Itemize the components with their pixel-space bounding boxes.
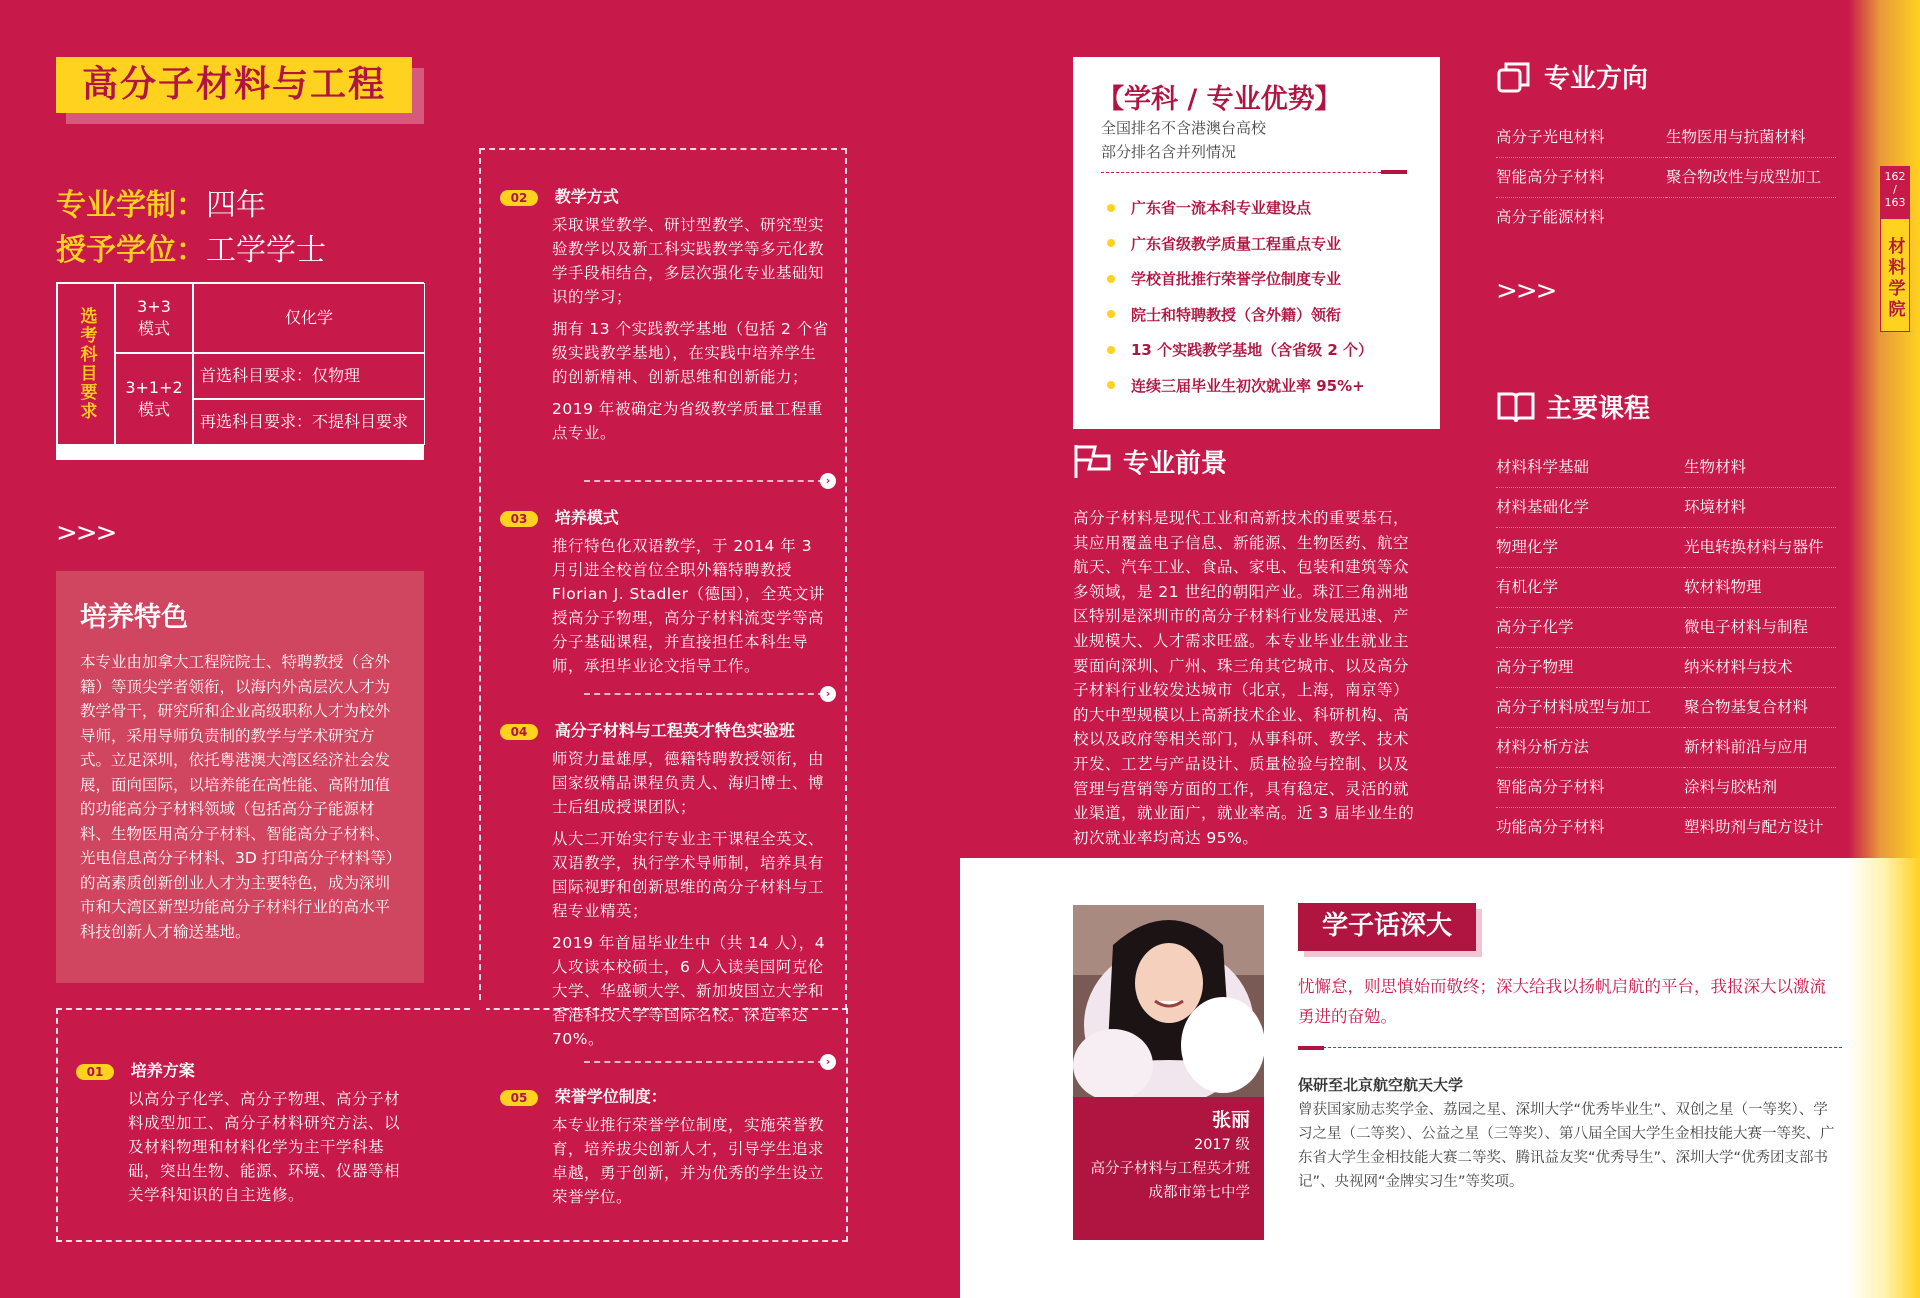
degree-label: 授予学位：: [56, 233, 206, 268]
advantages-title: 【学科 / 专业优势】: [1097, 84, 1342, 115]
copy-icon: [1496, 59, 1532, 95]
course-item: 高分子物理: [1496, 648, 1684, 688]
section-02-para-1: 采取课堂教学、研讨型教学、研究型实验教学以及新工科实践教学等多元化教学手段相结合，多层次强化专业基础知识的学习；: [552, 216, 825, 306]
student-card: [1073, 905, 1264, 1240]
student-awards: 曾获国家励志奖学金、荔园之星、深圳大学“优秀毕业生”、双创之星（一等奖）、学习之星（二等奖）、公益之星（三等奖）、第八届全国大学生金相技能大赛一等奖、广东省大学生金相技能大赛二等奖、腾讯益友奖“优秀导生”、深圳大学“优秀团支部书记”、央视网“金牌实习生”等奖项。: [1298, 1102, 1835, 1190]
page-side-tab: [1880, 166, 1910, 332]
advantage-item: 连续三届毕业生初次就业率 95%+: [1097, 368, 1416, 404]
circle-arrow-icon: ›: [820, 1054, 836, 1070]
section-01: [76, 1058, 406, 1215]
direction-item: 智能高分子材料: [1496, 158, 1666, 198]
section-05-badge: 05: [500, 1090, 538, 1106]
features-box: [56, 571, 424, 983]
divider-03: [584, 693, 824, 695]
circle-arrow-icon: ›: [820, 473, 836, 489]
student-destination: 保研至北京航空航天大学: [1298, 1076, 1464, 1094]
course-item: 微电子材料与制程: [1684, 608, 1836, 648]
page-number-bottom: 163: [1884, 196, 1906, 209]
direction-item: 高分子能源材料: [1496, 208, 1605, 226]
student-class: 高分子材料与工程英才班: [1090, 1161, 1250, 1177]
section-04-para-1: 师资力量雄厚，德籍特聘教授领衔，由国家级精品课程负责人、海归博士、博士后组成授课团队；: [552, 750, 825, 816]
mode-3-3-requirement: 仅化学: [193, 283, 425, 353]
college-label: 材料学院: [1884, 237, 1905, 321]
directions-heading: [1496, 58, 1648, 95]
arrows-decoration: >>>: [56, 518, 116, 548]
student-divider: [1298, 1047, 1842, 1049]
student-section-title: 学子话深大: [1298, 903, 1476, 951]
prospects-heading: [1073, 442, 1227, 480]
direction-item: 高分子光电材料: [1496, 118, 1666, 158]
advantage-item: 广东省级教学质量工程重点专业: [1097, 226, 1416, 262]
course-item: 材料基础化学: [1496, 488, 1684, 528]
student-quote: 忧懈怠，则思慎始而敬终；深大给我以扬帆启航的平台，我报深大以激流勇进的奋勉。: [1298, 977, 1826, 1026]
section-01-title: 培养方案: [130, 1061, 195, 1080]
course-item: 材料分析方法: [1496, 728, 1684, 768]
direction-item: 生物医用与抗菌材料: [1666, 118, 1836, 158]
features-title: 培养特色: [80, 602, 188, 633]
study-length-label: 专业学制：: [56, 188, 206, 223]
advantages-sub-1: 全国排名不含港澳台高校: [1101, 119, 1267, 137]
section-04-title: 高分子材料与工程英才特色实验班: [554, 721, 795, 740]
courses-title: 主要课程: [1546, 394, 1651, 424]
course-item: 高分子材料成型与加工: [1496, 688, 1684, 728]
section-03: [500, 505, 830, 686]
course-item: 光电转换材料与器件: [1684, 528, 1836, 568]
course-item: 高分子化学: [1496, 608, 1684, 648]
course-item: 环境材料: [1684, 488, 1836, 528]
course-item: 新材料前沿与应用: [1684, 728, 1836, 768]
study-length-value: 四年: [206, 188, 266, 223]
study-length: [56, 180, 266, 224]
edge-gradient-light: [1848, 858, 1920, 1298]
course-item: 软材料物理: [1684, 568, 1836, 608]
section-04: [500, 718, 830, 1059]
section-02-para-2: 拥有 13 个实践教学基地（包括 2 个省级实践教学基地），在实践中培养学生的创新精神、创新思维和创新能力；: [552, 320, 829, 386]
section-05-para-1: 本专业推行荣誉学位制度，实施荣誉教育，培养拔尖创新人才，引导学生追求卓越，勇于创新，并为优秀的学生设立荣誉学位。: [552, 1116, 825, 1206]
advantage-item: 院士和特聘教授（含外籍）领衔: [1097, 297, 1416, 333]
course-item: 材料科学基础: [1496, 448, 1684, 488]
section-02: [500, 184, 830, 453]
section-01-para-1: 以高分子化学、高分子物理、高分子材料成型加工、高分子材料研究方法、以及材料物理和材料化学为主干学科基础，突出生物、能源、环境、仪器等相关学科知识的自主选修。: [128, 1090, 401, 1204]
section-04-para-2: 从大二开始实行专业主干课程全英文、双语教学，执行学术导师制，培养具有国际视野和创新思维的高分子材料与工程专业精英；: [552, 830, 825, 920]
divider-04: [584, 1061, 824, 1063]
advantage-item: 学校首批推行荣誉学位制度专业: [1097, 261, 1416, 297]
flag-icon: [1073, 442, 1113, 480]
advantages-divider: [1101, 172, 1401, 174]
course-item: 纳米材料与技术: [1684, 648, 1836, 688]
direction-item: 聚合物改性与成型加工: [1666, 158, 1836, 198]
section-04-para-3: 2019 年首届毕业生中（共 14 人），4 人攻读本校硕士，6 人入读美国阿克伦大学、华盛顿大学、新加坡国立大学和香港科技大学等国际名校。深造率达 70%。: [552, 934, 826, 1048]
section-04-badge: 04: [500, 724, 538, 740]
course-item: 物理化学: [1496, 528, 1684, 568]
mode-3-1-2-first-req: 首选科目要求：仅物理: [193, 353, 425, 399]
courses-heading: [1496, 388, 1650, 425]
student-grade: 2017 级: [1193, 1137, 1250, 1153]
divider-02: [584, 480, 824, 482]
section-03-title: 培养模式: [554, 508, 619, 527]
advantages-sub-2: 部分排名含并列情况: [1101, 143, 1237, 161]
section-03-para-1: 推行特色化双语教学，于 2014 年 3 月引进全校首位全职外籍特聘教授 Florian J. Stadler（德国），全英文讲授高分子物理，高分子材料流变学等高分子基础课程，并直接担任本科生导师，承担毕业论文指导工作。: [552, 537, 825, 675]
page-title: 高分子材料与工程: [56, 57, 412, 113]
advantages-list: [1097, 190, 1416, 403]
directions-title: 专业方向: [1544, 64, 1649, 94]
course-item: 聚合物基复合材料: [1684, 688, 1836, 728]
section-02-para-3: 2019 年被确定为省级教学质量工程重点专业。: [552, 400, 823, 442]
arrows-decoration: >>>: [1496, 276, 1556, 306]
prospects-body: 高分子材料是现代工业和高新技术的重要基石，其应用覆盖电子信息、新能源、生物医药、航空航天、汽车工业、食品、家电、包装和建筑等众多领域，是 21 世纪的朝阳产业。珠江三角洲地区特别是深圳市的高分子材料行业发展迅速、产业规模大、人才需求旺盛。本专业毕业生就业主要面向深圳、广州、珠三角其它城市、以及高分子材料行业较发达城市（北京，上海，南京等）的大中型规模以上高新技术企业、科研机构、高校以及政府等相关部门，从事科研、教学、技术开发、工艺与产品设计、质量检验与控制、以及管理与营销等方面的工作，具有稳定、灵活的就业渠道，就业面广，就业率高。近 3 届毕业生的初次就业率均高达 95%。: [1073, 509, 1415, 847]
subject-requirements-table: [56, 282, 424, 460]
mode-3-1-2: 3+1+2 模式: [115, 353, 193, 445]
courses-list: [1496, 448, 1836, 848]
course-item: 生物材料: [1684, 448, 1836, 488]
prospects-title: 专业前景: [1123, 448, 1228, 479]
section-03-badge: 03: [500, 511, 538, 527]
mode-3-1-2-second-req: 再选科目要求：不提科目要求: [193, 399, 425, 445]
course-item: 涂料与胶粘剂: [1684, 768, 1836, 808]
section-05-title: 荣誉学位制度：: [554, 1087, 667, 1106]
student-school: 成都市第七中学: [1148, 1185, 1250, 1201]
circle-arrow-icon: ›: [820, 686, 836, 702]
section-01-badge: 01: [76, 1064, 114, 1080]
directions-list: [1496, 118, 1836, 238]
page-number-top: 162: [1884, 170, 1906, 183]
frame-corner-mask: [470, 1000, 486, 1016]
book-icon: [1496, 389, 1536, 425]
course-item: 塑料助剂与配方设计: [1684, 818, 1824, 836]
section-02-badge: 02: [500, 190, 538, 206]
degree: [56, 225, 326, 269]
student-photo: [1073, 905, 1264, 1097]
student-divider-accent: [1298, 1046, 1324, 1050]
features-body: 本专业由加拿大工程院院士、特聘教授（含外籍）等顶尖学者领衔，以海内外高层次人才为教学骨干，研究所和企业高级职称人才为校外导师，采用导师负责制的教学与学术研究方式。立足深圳，依托粤港澳大湾区经济社会发展，面向国际，以培养能在高性能、高附加值的功能高分子材料领域（包括高分子能源材料、生物医用高分子材料、智能高分子材料、光电信息高分子材料、3D 打印高分子材料等）的高素质创新创业人才为主要特色，成为深圳市和大湾区新型功能高分子材料行业的高水平科技创新人才输送基地。: [80, 653, 394, 941]
advantage-item: 广东省一流本科专业建设点: [1097, 190, 1416, 226]
degree-value: 工学学士: [206, 233, 326, 268]
student-name: 张丽: [1211, 1109, 1250, 1131]
section-05: [500, 1084, 830, 1217]
course-item: 有机化学: [1496, 568, 1684, 608]
course-item: 智能高分子材料: [1496, 768, 1684, 808]
section-02-title: 教学方式: [554, 187, 619, 206]
subject-table-header: 选考科目要求: [57, 283, 115, 445]
page-number-slash: /: [1893, 183, 1897, 196]
mode-3-3: 3+3 模式: [115, 283, 193, 353]
advantage-item: 13 个实践教学基地（含省级 2 个）: [1097, 332, 1416, 368]
advantages-box: [1073, 57, 1440, 429]
course-item: 功能高分子材料: [1496, 818, 1605, 836]
